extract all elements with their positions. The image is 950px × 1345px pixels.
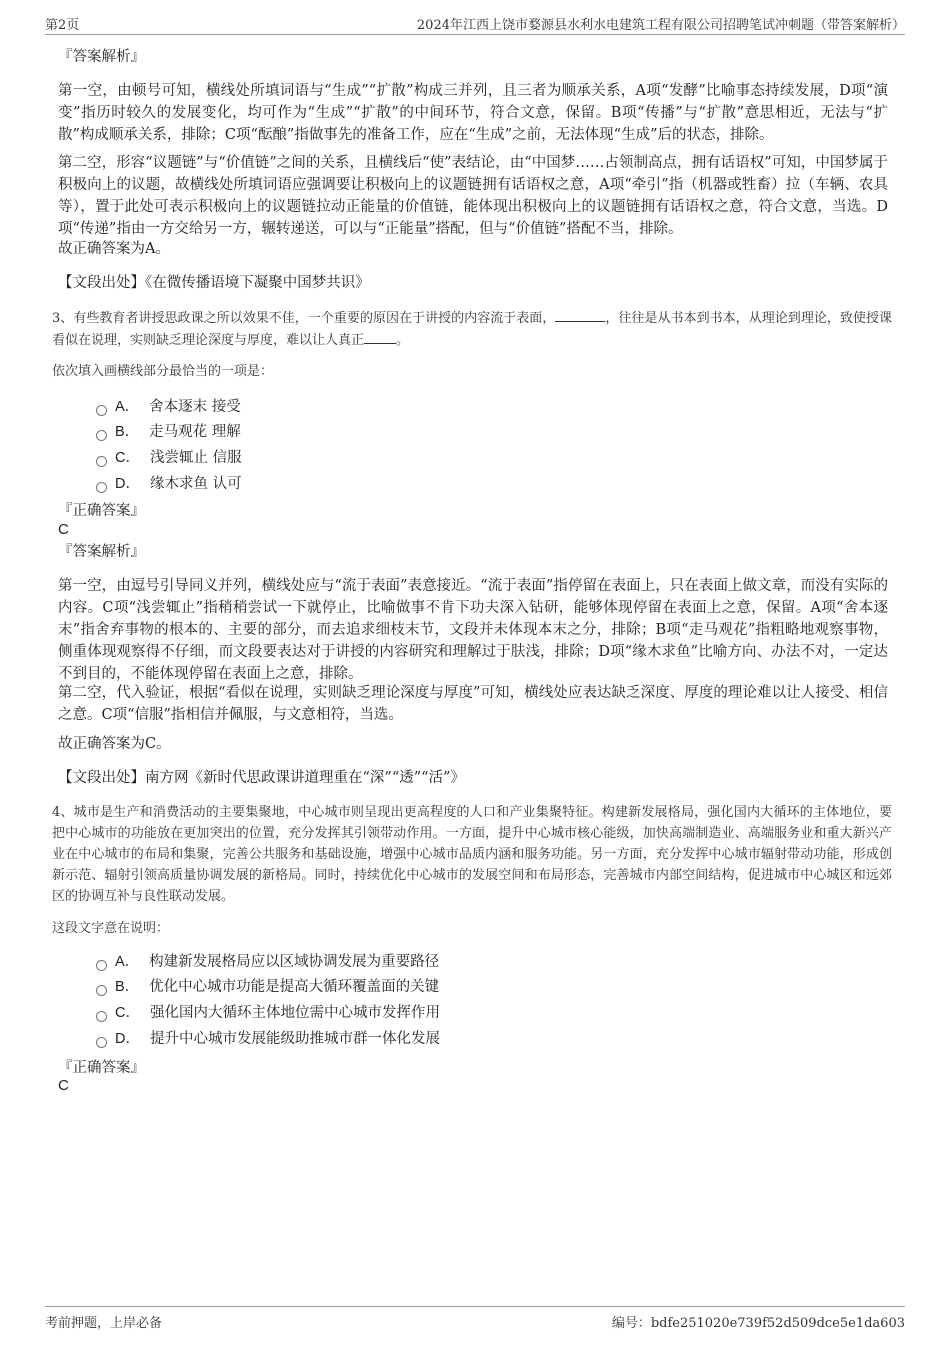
radio-icon[interactable] xyxy=(96,985,107,996)
q2-analysis-para-2: 第二空，形容“议题链”与“价值链”之间的关系，且横线后“使”表结论，由“中国梦……占领制高点，拥有话语权”可知，中国梦属于积极向上的议题，故横线处所填词语应强调要让积极向上的议题链拥有话语权之意，A项“牵引”指（机器或牲畜）拉（车辆、农具等），置于此处可表示积极向上的议题链拉动正能量的价值链，能体现出积极向上的议题链拥有话语权之意，符合文意，当选。D项“传递”指由一方交给另一方，辗转递送，可以与“正能量”搭配，但与“价值链”搭配不当，排除。 xyxy=(58,155,888,237)
q4-prompt: 这段文字意在说明： xyxy=(52,921,170,936)
option-letter: B． xyxy=(115,424,140,440)
q3-stem-part-3: 。 xyxy=(396,333,410,348)
q3-analysis-para-2: 第二空，代入验证，根据“看似在说理，实则缺乏理论深度与厚度”可知，横线处应表达缺乏深度、厚度的理论难以让人接受、相信之意。C项“信服”指相信并佩服，与文意相符，当选。 xyxy=(58,685,888,723)
option-letter: D． xyxy=(115,476,140,492)
option-letter: A． xyxy=(115,954,140,970)
option-text: 走马观花 理解 xyxy=(149,424,241,440)
q3-option-b[interactable] xyxy=(96,421,241,443)
radio-icon[interactable] xyxy=(96,482,107,493)
q3-stem xyxy=(52,307,892,351)
q2-source: 【文段出处】《在微传播语境下凝聚中国梦共识》 xyxy=(58,275,370,291)
q3-correct-answer: C xyxy=(58,521,69,538)
q4-option-a[interactable] xyxy=(96,951,439,973)
option-text: 提升中心城市发展能级助推城市群一体化发展 xyxy=(149,1031,440,1047)
document-title: 2024年江西上饶市婺源县水利水电建筑工程有限公司招聘笔试冲刺题（带答案解析） xyxy=(416,18,905,33)
option-text: 缘木求鱼 认可 xyxy=(149,476,242,492)
q4-stem: 4、城市是生产和消费活动的主要集聚地，中心城市则呈现出更高程度的人口和产业集聚特征。构建新发展格局，强化国内大循环的主体地位，要把中心城市的功能放在更加突出的位置，充分发挥其引领带动作用。一方面，提升中心城市核心能级，加快高端制造业、高端服务业和重大新兴产业在中心城市的布局和集聚，完善公共服务和基础设施，增强中心城市品质内涵和服务功能。另一方面，充分发挥中心城市辐射带动功能，形成创新示范、辐射引领高质量协调发展的新格局。同时，持续优化中心城市的发展空间和布局形态，完善城市内部空间结构，促进城市中心城区和远郊区的协调互补与良性联动发展。 xyxy=(52,805,892,904)
document-id: 编号：bdfe251020e739f52d509dce5e1da603 xyxy=(611,1316,905,1331)
option-text: 浅尝辄止 信服 xyxy=(149,450,242,466)
radio-icon[interactable] xyxy=(96,960,107,971)
page-footer xyxy=(45,1306,905,1331)
option-text: 强化国内大循环主体地位需中心城市发挥作用 xyxy=(149,1005,440,1021)
option-letter: C． xyxy=(115,1005,140,1021)
q3-analysis-heading: 『答案解析』 xyxy=(58,544,145,560)
page-header xyxy=(45,12,905,35)
q4-correct-answer: C xyxy=(58,1077,69,1094)
q3-stem-part-1: 3、有些教育者讲授思政课之所以效果不佳，一个重要的原因在于讲授的内容流于表面， xyxy=(52,311,556,326)
q3-correct-heading: 『正确答案』 xyxy=(58,503,145,519)
q3-conclusion: 故正确答案为C。 xyxy=(58,736,171,752)
footer-slogan: 考前押题，上岸必备 xyxy=(45,1316,163,1331)
radio-icon[interactable] xyxy=(96,1037,107,1048)
q3-option-c[interactable] xyxy=(96,447,242,469)
q3-blank-1 xyxy=(555,307,605,322)
q3-option-d[interactable] xyxy=(96,473,242,495)
q2-analysis-para-1: 第一空，由顿号可知，横线处所填词语与“生成”“扩散”构成三并列，且三者为顺承关系，A项“发酵”比喻事态持续发展，D项“演变”指历时较久的发展变化，均可作为“生成”“扩散”的中间环节，符合文意，保留。B项“传播”与“扩散”意思相近，无法与“扩散”构成顺承关系，排除；C项“酝酿”指做事先的准备工作，应在“生成”之前，无法体现“生成”后的状态，排除。 xyxy=(58,83,888,143)
q3-stem-part-2: ，往往是从书本到书本，从理论到理论，致使授课看似在说理，实则缺乏理论深度与厚度，难以让人真正 xyxy=(52,311,892,348)
q3-analysis-para-1: 第一空，由逗号引导同义并列，横线处应与“流于表面”表意接近。“流于表面”指停留在表面上，只在表面上做文章，而没有实际的内容。C项“浅尝辄止”指稍稍尝试一下就停止，比喻做事不肯下功夫深入钻研，能够体现停留在表面上之意，保留。A项“舍本逐末”指舍弃事物的根本的、主要的部分，而去追求细枝末节，文段并未体现本末之分，排除；B项“走马观花”指粗略地观察事物，侧重体现观察得不仔细，而文段要表达对于讲授的内容研究和理解过于肤浅，排除；D项“缘木求鱼”比喻方向、办法不对，一定达不到目的，不能体现停留在表面上之意，排除。 xyxy=(58,578,888,682)
q3-source: 【文段出处】南方网《新时代思政课讲道理重在“深”“透”“活”》 xyxy=(58,770,465,786)
q4-option-c[interactable] xyxy=(96,1002,440,1024)
option-letter: B． xyxy=(115,979,140,995)
option-text: 构建新发展格局应以区域协调发展为重要路径 xyxy=(149,954,440,970)
q4-correct-heading: 『正确答案』 xyxy=(58,1060,145,1076)
q4-option-b[interactable] xyxy=(96,976,439,998)
q3-option-a[interactable] xyxy=(96,396,241,418)
page-number: 第2页 xyxy=(45,18,80,33)
q4-option-d[interactable] xyxy=(96,1028,440,1050)
option-text: 舍本逐末 接受 xyxy=(149,399,241,415)
option-text: 优化中心城市功能是提高大循环覆盖面的关键 xyxy=(149,979,440,995)
q2-analysis-heading: 『答案解析』 xyxy=(58,49,145,65)
radio-icon[interactable] xyxy=(96,405,107,416)
radio-icon[interactable] xyxy=(96,456,107,467)
option-letter: A． xyxy=(115,399,140,415)
q3-prompt: 依次填入画横线部分最恰当的一项是： xyxy=(52,364,274,379)
q3-blank-2 xyxy=(364,329,396,344)
radio-icon[interactable] xyxy=(96,1011,107,1022)
q2-conclusion: 故正确答案为A。 xyxy=(58,241,170,257)
radio-icon[interactable] xyxy=(96,430,107,441)
option-letter: D． xyxy=(115,1031,140,1047)
option-letter: C． xyxy=(115,450,140,466)
